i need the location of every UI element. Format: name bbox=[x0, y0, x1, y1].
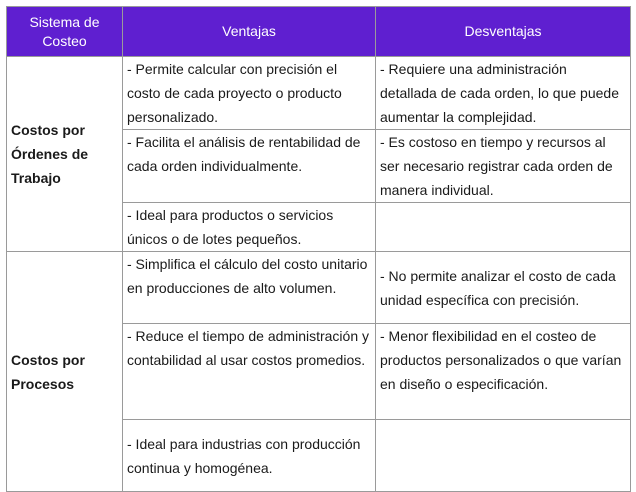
desventaja-cell: - No permite analizar el costo de cada unidad específica con precisión. bbox=[376, 252, 631, 324]
desventaja-cell: - Menor flexibilidad en el costeo de productos personalizados o que varían en diseño o especificación. bbox=[376, 324, 631, 420]
header-row bbox=[7, 7, 631, 57]
desventaja-cell-empty bbox=[376, 420, 631, 492]
ventaja-cell: - Simplifica el cálculo del costo unitario en producciones de alto volumen. bbox=[123, 252, 376, 324]
system-procesos: Costos por Procesos bbox=[7, 252, 123, 492]
desventaja-cell-empty bbox=[376, 203, 631, 252]
ventaja-cell: - Reduce el tiempo de administración y contabilidad al usar costos promedios. bbox=[123, 324, 376, 420]
comparison-table-container bbox=[6, 6, 631, 492]
desventaja-cell: - Es costoso en tiempo y recursos al ser necesario registrar cada orden de manera individual. bbox=[376, 130, 631, 203]
table-row bbox=[7, 252, 631, 324]
header-ventajas: Ventajas bbox=[123, 7, 376, 57]
ventaja-cell: - Facilita el análisis de rentabilidad de cada orden individualmente. bbox=[123, 130, 376, 203]
header-desventajas: Desventajas bbox=[376, 7, 631, 57]
ventaja-cell: - Ideal para productos o servicios únicos o de lotes pequeños. bbox=[123, 203, 376, 252]
ventaja-cell: - Permite calcular con precisión el costo de cada proyecto o producto personalizado. bbox=[123, 57, 376, 130]
table-row bbox=[7, 57, 631, 130]
ventaja-cell: - Ideal para industrias con producción continua y homogénea. bbox=[123, 420, 376, 492]
header-sistema: Sistema de Costeo bbox=[7, 7, 123, 57]
system-ordenes: Costos por Órdenes de Trabajo bbox=[7, 57, 123, 252]
comparison-table bbox=[6, 6, 631, 492]
desventaja-cell: - Requiere una administración detallada de cada orden, lo que puede aumentar la complejidad. bbox=[376, 57, 631, 130]
